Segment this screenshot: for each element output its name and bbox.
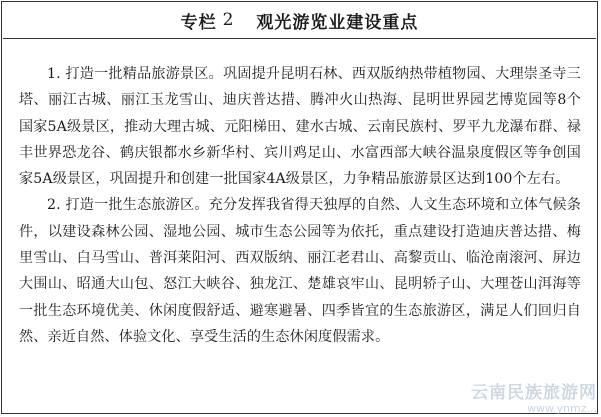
paragraph-scenic-areas: 1. 打造一批精品旅游景区。巩固提升昆明石林、西双版纳热带植物园、大理崇圣寺三塔、丽江古城、丽江玉龙雪山、迪庆普达措、腾冲火山热海、昆明世界园艺博览园等8个国家5A级景区，推动大理古城、元阳梯田、建水古城、云南民族村、罗平九龙瀑布群、禄丰世界恐龙谷、鹤庆银都水乡新华村、宾川鸡足山、水富西部大峡谷温泉度假区等争创国家5A级景区，巩固提升和创建一批国家4A级景区，力争精品旅游景区达到100个左右。 xyxy=(19,66,581,188)
box-label: 专栏 xyxy=(180,12,217,33)
paragraph-eco-tourism: 2. 打造一批生态旅游区。充分发挥我省得天独厚的自然、人文生态环境和立体气候条件，以建设森林公园、湿地公园、城市生态公园等为依托，重点建设打造迪庆普达措、梅里雪山、白马雪山、普洱莱阳河、西双版纳、丽江老君山、高黎贡山、临沧南滚河、屏边大围山、昭通大山包、怒江大峡谷、独龙江、楚雄哀牢山、昆明轿子山、大理苍山洱海等一批生态环境优美、休闲度假舒适、避寒避暑、四季皆宜的生态旅游区，满足人们回归自然、亲近自然、体验文化、享受生活的生态休闲度假需求。 xyxy=(19,197,581,345)
box-header xyxy=(3,2,596,39)
box-title: 观光游览业建设重点 xyxy=(256,12,419,33)
watermark-url: www.ynmz... xyxy=(527,401,597,415)
sidebar-box xyxy=(1,1,598,414)
box-content xyxy=(2,39,597,350)
watermark-text: 云南民族旅游网 xyxy=(471,383,597,404)
box-number: 2 xyxy=(222,10,235,30)
site-watermark xyxy=(471,384,597,415)
